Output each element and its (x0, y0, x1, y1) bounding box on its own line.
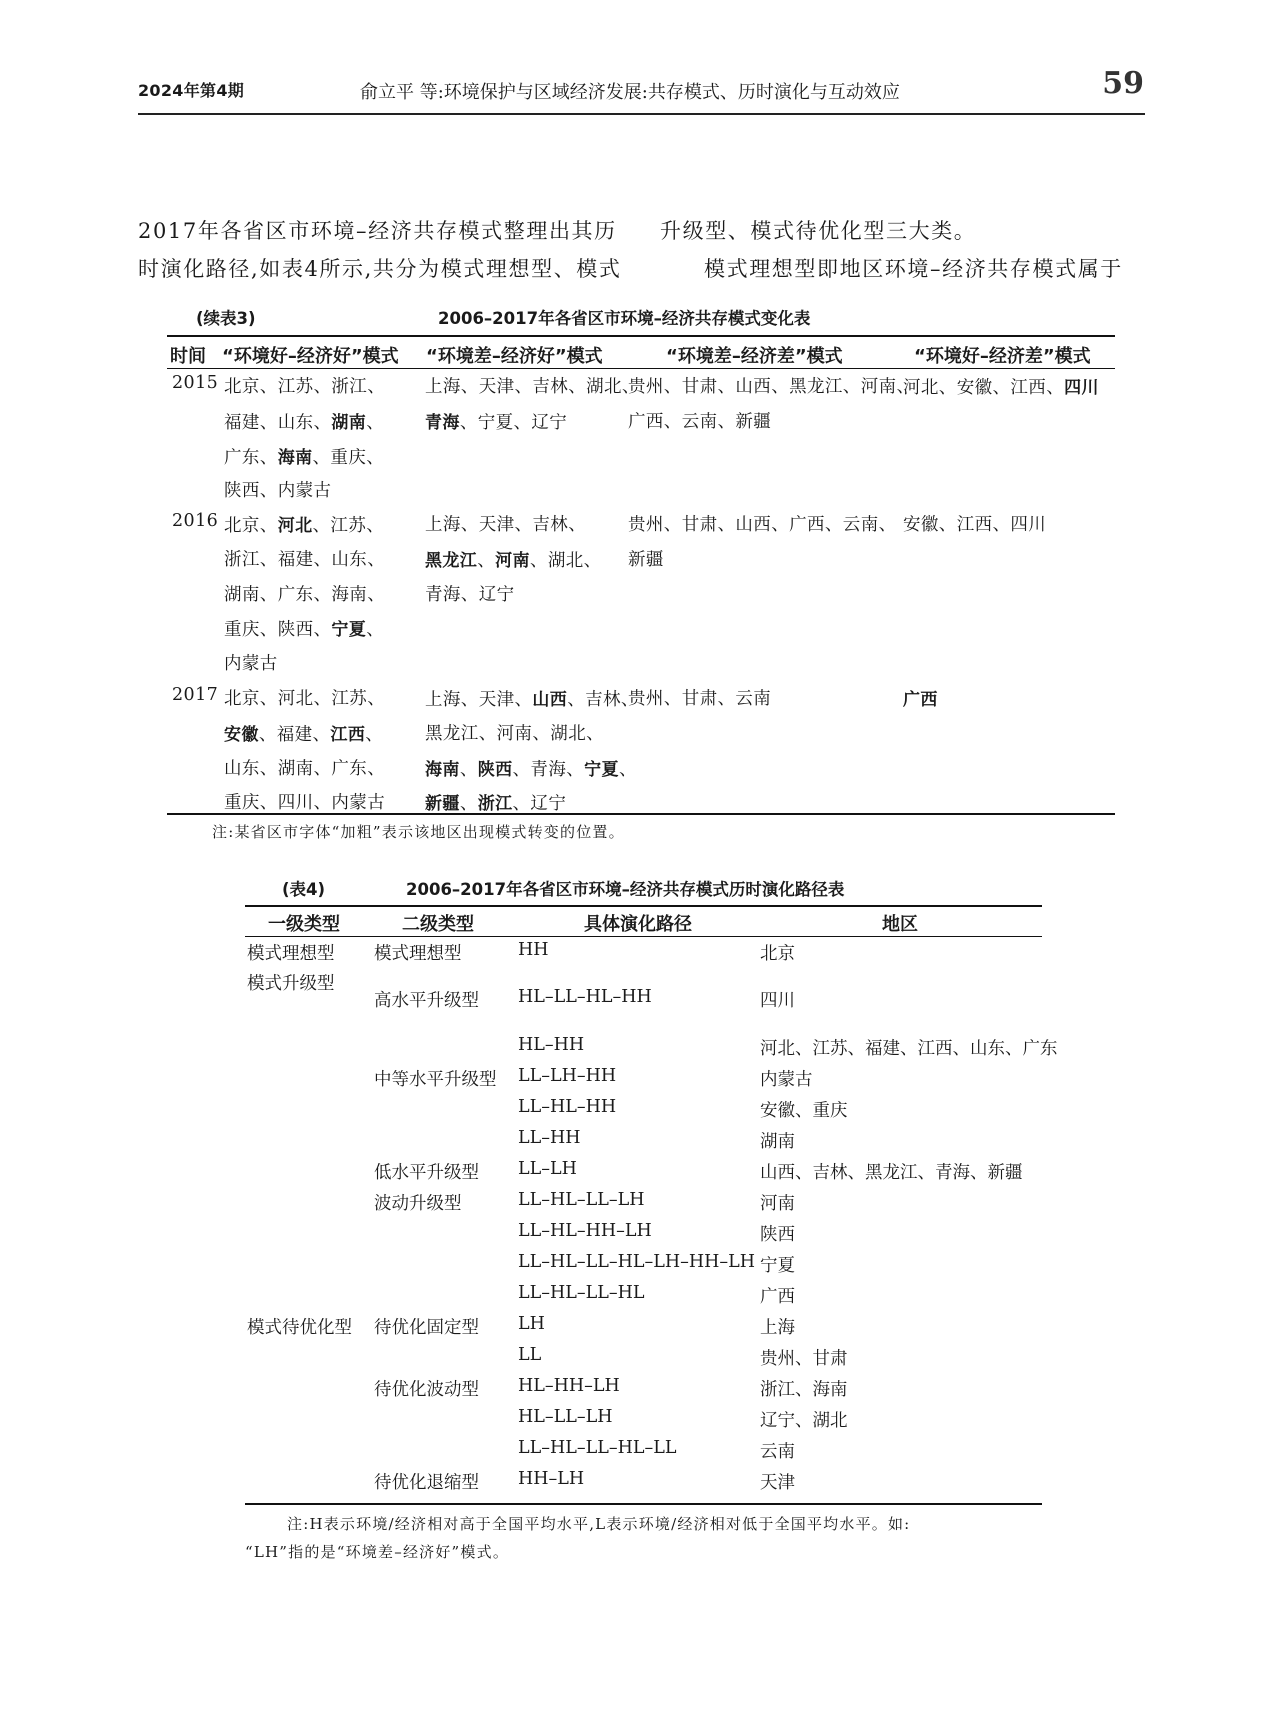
table4-header-region: 地区 (882, 914, 918, 935)
table4-note-line1: 注:H表示环境/经济相对高于全国平均水平,L表示环境/经济相对低于全国平均水平。如: (287, 1515, 911, 1533)
table3-cell-c2: 上海、天津、吉林、 (425, 515, 587, 535)
table3-label: (续表3) (196, 309, 256, 328)
table4-path: HH–LH (518, 1469, 585, 1489)
body-text-right-1: 升级型、模式待优化型三大类。 (660, 219, 977, 243)
table3-bottom-rule (167, 813, 1115, 815)
table4-region: 河南 (760, 1194, 795, 1214)
table3-cell-c2: 上海、天津、山西、吉林、 (425, 690, 639, 710)
table4-path: LL–HL–HH–LH (518, 1221, 652, 1241)
table4-region: 北京 (760, 944, 795, 964)
table4-region: 山西、吉林、黑龙江、青海、新疆 (760, 1163, 1023, 1183)
table4-level2: 波动升级型 (374, 1194, 462, 1214)
table4-path: HH (518, 940, 549, 960)
table4-path: HL–LL–HL–HH (518, 987, 652, 1007)
table4-level2: 待优化波动型 (374, 1380, 479, 1400)
table3-cell-c3: 贵州、甘肃、山西、黑龙江、河南、 (628, 377, 915, 397)
table4-path: LL–HL–LL–HL (518, 1283, 645, 1303)
table4-path: LL (518, 1345, 542, 1365)
table4-region: 广西 (760, 1287, 795, 1307)
table4-path: LL–HL–LL–LH (518, 1190, 645, 1210)
table4-path: HL–HH–LH (518, 1376, 620, 1396)
table3-cell-c2: 青海、宁夏、辽宁 (425, 412, 568, 433)
table3-year: 2017 (172, 685, 219, 705)
table4-region: 河北、江苏、福建、江西、山东、广东 (760, 1039, 1058, 1059)
table3-cell-c3: 新疆 (628, 549, 664, 570)
body-text-right-2: 模式理想型即地区环境–经济共存模式属于 (704, 257, 1123, 281)
table3-cell-c1: 重庆、四川、内蒙古 (224, 793, 386, 814)
body-text-left-2: 时演化路径,如表4所示,共分为模式理想型、模式 (138, 257, 622, 281)
table3-cell-c1: 广东、海南、重庆、 (224, 447, 385, 468)
table4-region: 贵州、甘肃 (760, 1349, 848, 1369)
table4-region: 云南 (760, 1442, 795, 1462)
table4-region: 陕西 (760, 1225, 795, 1245)
table4-region: 浙江、海南 (760, 1380, 848, 1400)
table4-bottom-rule (245, 1503, 1042, 1505)
table4-level1: 模式理想型 (247, 944, 335, 964)
table4-region: 辽宁、湖北 (760, 1411, 848, 1431)
table3-cell-c1: 内蒙古 (224, 654, 278, 675)
page-number: 59 (1102, 66, 1144, 101)
table4-path: LH (518, 1314, 545, 1334)
table3-cell-c1: 山东、湖南、广东、 (224, 758, 386, 779)
table4-path: LL–LH–HH (518, 1066, 617, 1086)
table3-cell-c4: 河北、安徽、江西、四川 (903, 378, 1099, 398)
table3-cell-c2: 上海、天津、吉林、湖北、 (425, 377, 640, 397)
table4-region: 湖南 (760, 1132, 795, 1152)
table4-level2: 待优化退缩型 (374, 1473, 479, 1493)
table3-cell-c2: 青海、辽宁 (425, 584, 515, 605)
table4-header-path: 具体演化路径 (584, 914, 692, 935)
table4-note-line2: “LH”指的是“环境差–经济好”模式。 (245, 1543, 510, 1561)
table3-cell-c4: 安徽、江西、四川 (903, 515, 1047, 535)
table3-top-rule (167, 335, 1115, 337)
table4-level1: 模式待优化型 (247, 1318, 352, 1338)
table4-region: 宁夏 (760, 1256, 795, 1276)
table4-region: 安徽、重庆 (760, 1101, 848, 1121)
table4-title: 2006–2017年各省区市环境–经济共存模式历时演化路径表 (406, 880, 845, 899)
table3-cell-c1: 浙江、福建、山东、 (224, 549, 386, 570)
table4-top-rule (245, 905, 1042, 907)
table4-path: LL–HL–LL–HL–LH–HH–LH (518, 1252, 756, 1272)
table3-cell-c1: 安徽、福建、江西、 (224, 724, 384, 745)
table3-cell-c2: 海南、陕西、青海、宁夏、 (425, 759, 637, 780)
table4-header-rule (245, 936, 1042, 937)
table4-path: LL–HH (518, 1128, 581, 1148)
table3-cell-c3: 贵州、甘肃、山西、广西、云南、 (628, 515, 897, 535)
header-rule (138, 113, 1145, 115)
body-text-left-1: 2017年各省区市环境–经济共存模式整理出其历 (138, 219, 617, 243)
table3-cell-c1: 福建、山东、湖南、 (224, 412, 385, 433)
table4-header-level2: 二级类型 (402, 914, 474, 935)
table3-cell-c3: 广西、云南、新疆 (628, 411, 772, 432)
table4-path: LL–LH (518, 1159, 577, 1179)
table4-level2: 低水平升级型 (374, 1163, 479, 1183)
table4-level2: 中等水平升级型 (374, 1070, 497, 1090)
table3-note: 注:某省区市字体“加粗”表示该地区出现模式转变的位置。 (212, 823, 625, 841)
table3-cell-c1: 陕西、内蒙古 (224, 481, 332, 502)
table3-cell-c2: 黑龙江、河南、湖北、 (425, 550, 602, 571)
table4-region: 内蒙古 (760, 1070, 813, 1090)
table3-cell-c1: 重庆、陕西、宁夏、 (224, 620, 385, 641)
table3-header-col3: “环境差–经济差”模式 (666, 346, 843, 367)
table4-path: LL–HL–HH (518, 1097, 617, 1117)
table3-cell-c1: 湖南、广东、海南、 (224, 584, 386, 605)
table4-level2: 待优化固定型 (374, 1318, 479, 1338)
table3-header-col4: “环境好–经济差”模式 (914, 346, 1091, 367)
table3-title: 2006–2017年各省区市环境–经济共存模式变化表 (438, 309, 811, 328)
table3-cell-c2: 黑龙江、河南、湖北、 (425, 723, 604, 744)
table4-path: HL–HH (518, 1035, 585, 1055)
running-title: 俞立平 等:环境保护与区域经济发展:共存模式、历时演化与互动效应 (360, 82, 900, 103)
table4-region: 天津 (760, 1473, 795, 1493)
table4-header-level1: 一级类型 (268, 914, 340, 935)
table4-region: 上海 (760, 1318, 795, 1338)
table4-level2: 高水平升级型 (374, 991, 479, 1011)
table4-path: LL–HL–LL–HL–LL (518, 1438, 677, 1458)
journal-issue: 2024年第4期 (138, 81, 245, 100)
table3-header-col2: “环境差–经济好”模式 (426, 346, 603, 367)
table3-cell-c1: 北京、河北、江苏、 (224, 689, 386, 709)
table3-header-col1: “环境好–经济好”模式 (222, 346, 399, 367)
table4-path: HL–LL–LH (518, 1407, 613, 1427)
table3-cell-c3: 贵州、甘肃、云南 (628, 689, 772, 709)
table3-cell-c4: 广西 (903, 690, 938, 710)
table3-year: 2016 (172, 511, 219, 531)
table3-cell-c1: 北京、河北、江苏、 (224, 516, 385, 536)
table3-header-time: 时间 (170, 346, 206, 367)
table4-label: (表4) (282, 880, 326, 899)
table3-cell-c1: 北京、江苏、浙江、 (224, 377, 386, 397)
table4-level1: 模式升级型 (247, 974, 335, 994)
table4-region: 四川 (760, 991, 795, 1011)
table4-level2: 模式理想型 (374, 944, 462, 964)
table3-year: 2015 (172, 373, 219, 393)
table3-header-rule (167, 368, 1115, 369)
table3-cell-c2: 新疆、浙江、辽宁 (425, 794, 567, 815)
